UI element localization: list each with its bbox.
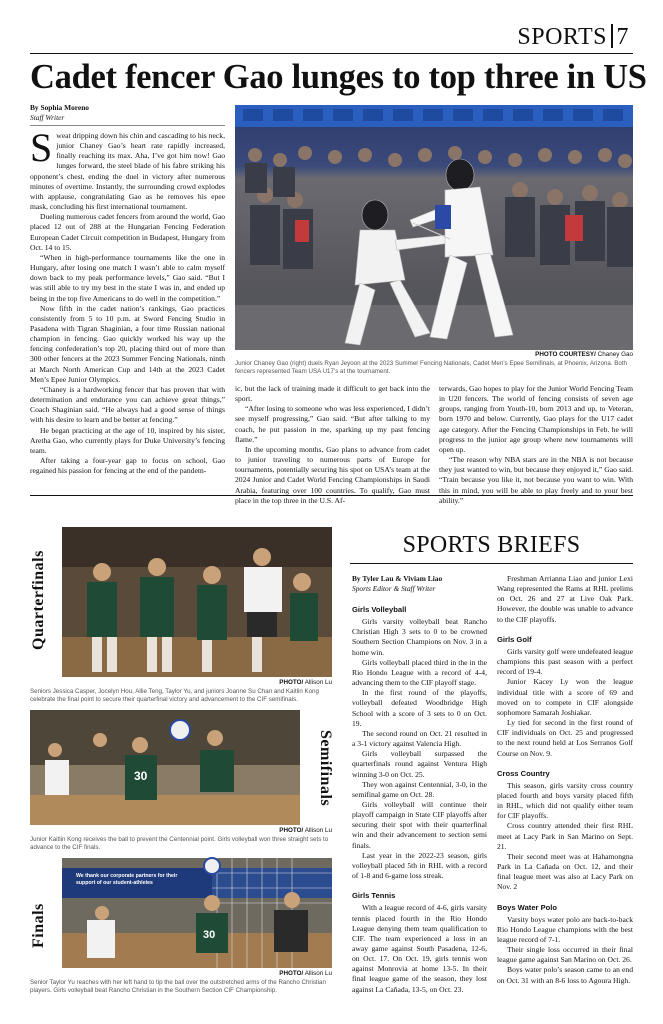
brief-para: Last year in the 2022-23 season, girls volleyball placed 5th in RHL with a record of 1-8 and 6-game loss streak. [352, 850, 487, 881]
brief-heading: Girls Volleyball [352, 605, 407, 614]
finals-photo [62, 858, 332, 968]
section-name: SPORTS [517, 24, 607, 50]
article-para: After taking a four-year gap to focus on school, Gao regained his passion for fencing at the end of the pandem- [30, 456, 225, 476]
brief-para: Freshman Arrianna Liao and junior Lexi Wang represented the Rams at RHL prelims on Oct. 26 and 27 at Live Oak Park. However, the double was unable to advance to the CIF playoffs. [497, 574, 633, 624]
credit-label: PHOTO/ [279, 827, 304, 834]
brief-para: Cross country attended their first RHL meet at Lacy Park in San Marino on Sept. 21. [497, 821, 633, 851]
article-para: Now fifth in the cadet nation’s rankings, Gao practices consistently from 5 to 10 p.m. at Sword Fencing Studio in Pasadena with Tigran Shaginian, a four time Russian national champion in fencing. Gao quickly worked his way up the fencing confederation’s top 20, placing third out of more than 300 other fencers at the 2023 Summer Fencing Nationals, ninth at March North American Cup and 14th at the 2023 Cadet Men’s Epee Junior Olympics. [30, 303, 225, 384]
brief-heading: Boys Water Polo [497, 902, 558, 912]
byline-role: Staff Writer [30, 113, 65, 122]
section-header [517, 24, 629, 51]
article-para: “After losing to someone who was less experienced, I didn’t see myself progressing,” Gao said. “But after talking to my coach, he put passion in me, sparking up my past fencing flame.” [235, 404, 430, 444]
briefs-byline [352, 574, 487, 594]
briefs-column-2 [497, 574, 633, 1002]
svg-text:30: 30 [134, 769, 148, 783]
credit-name: Allison Lu [304, 827, 332, 834]
brief-heading: Girls Tennis [352, 891, 396, 901]
brief-para: Girls volleyball placed third in the in the Rio Hondo League with a record of 4-4, advancing them to the CIF playoff stage. [352, 657, 487, 688]
semifinals-photo [30, 710, 300, 825]
drop-cap: S [30, 125, 53, 170]
article-para: “Chaney is a hardworking fencer that has proven that with determination and endurance you can achieve great things,” Coach Shaginian said. “He always had a good sense of things with his desire to learn and be better at fencing.” [30, 384, 225, 425]
brief-heading: Girls Golf [497, 634, 532, 644]
svg-text:30: 30 [203, 929, 216, 941]
header-rule [30, 53, 633, 54]
brief-para: Varsity boys water polo are back-to-back Rio Hondo League champions with the best league record of 7-1. [497, 914, 633, 944]
fencing-photo-credit [235, 351, 633, 358]
section-divider [611, 24, 613, 48]
headline: Cadet fencer Gao lunges to top three in US [30, 58, 647, 96]
byline-name: By Sophia Moreno [30, 103, 89, 112]
credit-name: Chaney Gao [597, 351, 633, 358]
brief-para: Ly tied for second in the first round of CIF individuals on Oct. 25 and progressed to the next round held at Los Serranos Golf Course on Nov. 9. [497, 718, 633, 758]
article-para: “The reason why NBA stars are in the NBA is not because they just wanted to win, but because they enjoyed it,” Gao said. “Train because you like it, not because you want to win. With this in mind, you will be able to play freely and to your best ability.” [439, 455, 633, 505]
article-para: He began practicing at the age of 10, inspired by his sister, Aretha Gao, who currently plays for Duke University’s fencing team. [30, 425, 225, 455]
briefs-title: SPORTS BRIEFS [402, 532, 581, 558]
brief-para: They won against Centennial, 3-0, in the semifinal game on Oct. 28. [352, 779, 487, 799]
brief-para: This season, girls varsity cross country placed fourth and boys varsity placed fifth in RHL, which did not qualify either team for CIF playoffs. [497, 780, 633, 821]
brief-para: Girls varsity volleyball beat Rancho Christian High 3 sets to 0 to be crowned Southern Section Champions on Nov. 3 in a home win. [352, 617, 487, 657]
page-number: 7 [616, 24, 629, 50]
quarterfinals-label: Quarterfinals [30, 550, 47, 650]
finals-label: Finals [30, 903, 47, 948]
credit-label: PHOTO/ [279, 679, 304, 686]
brief-para: Their single loss occurred in their final league game against San Marino on Oct. 26. [497, 945, 633, 965]
brief-para: Girls volleyball will continue their playoff campaign in State CIF playoffs after securing their spot with their quarterfinal win and their advancement to section semi finals. [352, 799, 487, 850]
article-column-3 [439, 384, 633, 505]
brief-para: With a league record of 4-6, girls varsity tennis placed fourth in the Rio Hondo League denying them team qualification to CIF. The team experienced a loss in an away game against South Pasadena, 12-6, on Oct. 17. On Oct. 19, girls tennis won against Monrovia at home 13-5. In their final league game of the season, they lost against La Cañada, 13-5, on Oct. 23. [352, 903, 487, 994]
byline-rule [30, 125, 225, 126]
article-para: terwards, Gao hopes to play for the Junior World Fencing Team in U20 fencers. The world of fencing consists of seven age groups, ranging from Youth-10, born 2013 and up, to Veteran, born 1970 and below. Currently, Gao plays for the U17 cadet age category. After the Fencing Championships in Feb. he will progress to the junior age group where new tournaments will open up. [439, 384, 633, 454]
finals-banner-text: We thank our corporate partners for their support of our student-athletes [76, 873, 178, 886]
brief-para: Their second meet was at Hahamongna Park in La Cañada on Oct. 12, and their final league meet was also at Lacy Park on Nov. 2 [497, 851, 633, 892]
fencing-photo-caption: Junior Chaney Gao (right) duels Ryan Jeyoon at the 2023 Summer Fencing Nationals, Cadet Men’s Epee Semifinals, at Phoenix, Arizona. Both fencers represented Team USA U17’s at the tournament. [235, 360, 627, 375]
fencing-photo-image [235, 105, 633, 350]
brief-para: In the first round of the playoffs, volleyball defeated Woodbridge High School with a score of 3 sets to 0 on Oct. 19. [352, 688, 487, 728]
quarterfinals-credit [62, 679, 332, 686]
credit-name: Allison Lu [304, 679, 332, 686]
brief-para: Junior Kacey Ly won the league individual title with a score of 69 and moved on to compete in CIF alongside sophomore Samarah Joshiakar. [497, 677, 633, 717]
credit-label: PHOTO/ [279, 970, 304, 977]
briefs-rule [350, 563, 633, 564]
briefs-byline-name: By Tyler Lau & Viviam Liao [352, 574, 443, 583]
finals-credit [62, 970, 332, 977]
brief-heading: Cross Country [497, 768, 550, 778]
brief-para: Boys water polo’s season came to an end on Oct. 31 with an 8-6 loss to Agoura High. [497, 965, 633, 985]
credit-name: Allison Lu [304, 970, 332, 977]
article-para: ic, but the lack of training made it difficult to get back into the sport. [235, 384, 430, 404]
semifinals-caption: Junior Kaitlin Kong receives the ball to prevent the Centennial point. Girls volleyball won three straight sets to advance to the CIF finals. [30, 836, 329, 851]
article-para: “When in high-performance tournaments like the one in Hungary, after losing one match I wasn’t able to calm myself down back to my peak performance levels,” Gao said. “But I was still able to try my best in the state I was in, and ended up being in the top five Americans to do well in the competition.” [30, 252, 225, 303]
article-column-2 [235, 384, 430, 505]
section-rule [30, 495, 633, 496]
article-column-1 [30, 125, 225, 481]
brief-para: Girls varsity golf were undefeated league champions this past season with a perfect record of 19-4. [497, 646, 633, 677]
credit-label: PHOTO COURTESY/ [535, 351, 596, 358]
quarterfinals-photo [62, 527, 332, 677]
byline [30, 103, 225, 123]
finals-caption: Senior Taylor Yu reaches with her left hand to tip the ball over the outstretched arms of the Rancho Christian players. Girls volleyball beat Rancho Christian in the Southern Section CIF Championship. [30, 979, 326, 994]
semifinals-photo-image [30, 710, 300, 825]
article-para: In the upcoming months, Gao plans to advance from cadet to junior traveling to numerous parts of Europe for tournaments, potentially securing his spot on USA’s team at the 2024 Junior and Cadet World Fencing Championships in Saudi Arabia, featuring over 100 countries. To qualify, Gao must place in the top three in the U.S. Af- [235, 444, 430, 505]
briefs-byline-role: Sports Editor & Staff Writer [352, 584, 436, 593]
brief-para: The second round on Oct. 21 resulted in a 3-1 victory against Valencia High. [352, 728, 487, 749]
semifinals-credit [30, 827, 332, 834]
brief-para: Girls volleyball surpassed the quarterfinals round against Ventura High winning 3-0 on Oct. 25. [352, 749, 487, 779]
quarterfinals-caption: Seniors Jessica Casper, Jocelyn Hou, Allie Teng, Taylor Yu, and juniors Joanne Su Chan and Kaitlin Kong celebrate the final point to secure their quarterfinal victory and advancement to the CIF semifinals. [30, 688, 319, 703]
semifinals-label: Semifinals [317, 730, 334, 807]
quarterfinals-photo-image [62, 527, 332, 677]
briefs-column-1 [352, 597, 487, 1001]
article-para: Dueling numerous cadet fencers from around the world, Gao placed 12 out of 288 at the Hungarian Fencing Federation European Cadet Circuit competition in Budapest, Hungary from Oct. 14 to 15. [30, 212, 225, 252]
fencing-photo [235, 105, 633, 350]
article-para: Sweat dripping down his chin and cascading to his neck, junior Chaney Gao’s heart rate rapidly increased, finally reaching its max. Aha, I’ve got him now! Gao lunges forward, the steel blade of his fabre striking his opponent’s chest, ending the duel in victory after numerous minutes of overtime. Instantly, the surrounding crowd explodes with applause, congratulating Gao as he removes his epee mask, concluding his first international tournament. [30, 125, 225, 212]
